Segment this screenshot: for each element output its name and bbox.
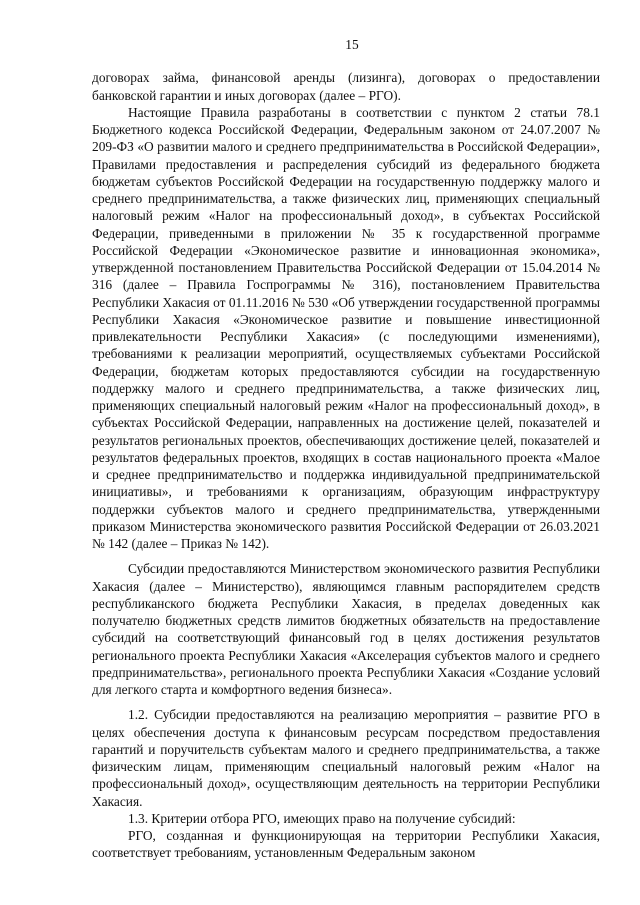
paragraph-clause-1-3: 1.3. Критерии отбора РГО, имеющих право на получение субсидий: <box>128 810 516 826</box>
page-number: 15 <box>345 37 359 52</box>
paragraph-legal-basis: Настоящие Правила разработаны в соответствии с пунктом 2 статьи 78.1 Бюджетного кодекса Российской Федерации, Федеральным законом от 24.07.2007 № 209-ФЗ «О развитии малого и среднего предпринимательства в Российской Федерации», Правилами предоставления и распределения субсидий из федерального бюджета бюджетам субъектов Российской Федерации на государственную поддержку малого и среднего предпринимательства, а также физических лиц, применяющих специальный налоговый режим «Налог на профессиональный доход», в субъектах Российской Федерации, приведенными в приложении № 35 к государственной программе Российской Федерации «Экономическое развитие и инновационная экономика», утвержденной постановлением Правительства Российской Федерации от 15.04.2014 № 316 (далее – Правила Госпрограммы № 316), постановлением Правительства Республики Хакасия от 01.11.2016 № 530 «Об утверждении государственной программы Республики Хакасия «Экономическое развитие и повышение инвестиционной привлекательности Республики Хакасия» (с последующими изменениями), требованиями к реализации мероприятий, осуществляемых субъектами Российской Федерации, бюджетам которых предоставляются субсидии на государственную поддержку малого и среднего предпринимательства, а также физических лиц, применяющих специальный налоговый режим «Налог на профессиональный доход», в субъектах Российской Федерации, направленных на достижение целей, показателей и результатов региональных проектов, обеспечивающих достижение целей, показателей и результатов федеральных проектов, входящих в состав национального проекта «Малое и среднее предпринимательство и поддержка индивидуальной предпринимательской инициативы», и требованиями к организациям, образующим инфраструктуру поддержки субъектов малого и среднего предпринимательства, утвержденными приказом Министерства экономического развития Российской Федерации от 26.03.2021 № 142 (далее – Приказ № 142). <box>92 104 600 551</box>
paragraph-subsidy-provider: Субсидии предоставляются Министерством экономического развития Республики Хакасия (далее – Министерство), являющимся главным распорядителем средств республиканского бюджета Республики Хакасия, в пределах доведенных как получателю бюджетных средств лимитов бюджетных обязательств на предоставление субсидий на соответствующий финансовый год в целях достижения результатов регионального проекта Республики Хакасия «Акселерация субъектов малого и среднего предпринимательства», регионального проекта Республики Хакасия «Создание условий для легкого старта и комфортного ведения бизнеса». <box>92 561 600 697</box>
paragraph-continuation: договорах займа, финансовой аренды (лизинга), договорах о предоставлении банковской гарантии и иных договорах (далее – РГО). <box>92 70 600 103</box>
paragraph-rgo-criteria: РГО, созданная и функционирующая на территории Республики Хакасия, соответствует требованиям, установленным Федеральным законом <box>92 828 600 861</box>
paragraph-clause-1-2: 1.2. Субсидии предоставляются на реализацию мероприятия – развитие РГО в целях обеспечения доступа к финансовым ресурсам посредством предоставления гарантий и поручительств субъектам малого и среднего предпринимательства, а также физическим лицам, применяющим специальный налоговый режим «Налог на профессиональный доход», осуществляющим деятельность на территории Республики Хакасия. <box>92 707 600 809</box>
